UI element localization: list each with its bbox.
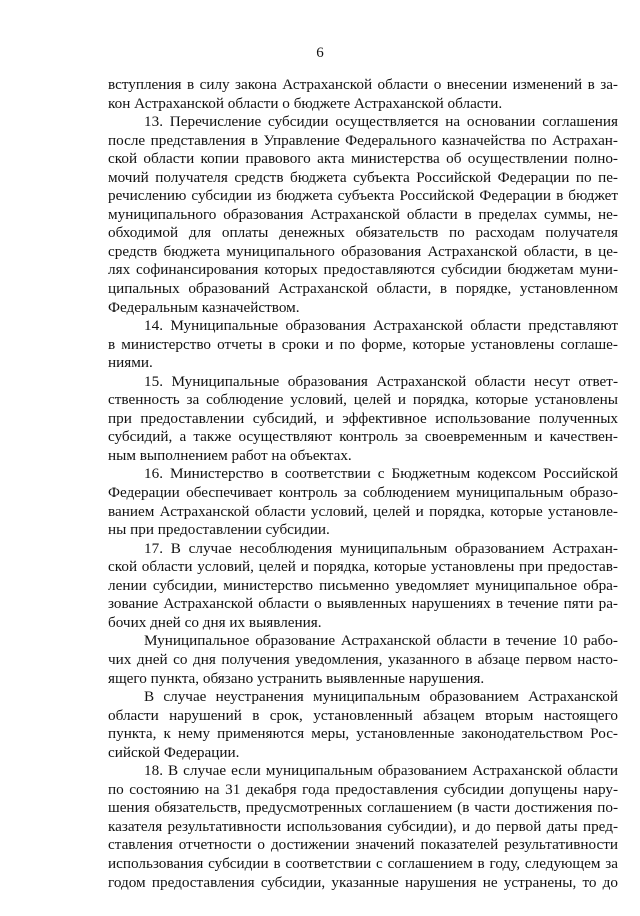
page-number: 6: [316, 45, 324, 61]
text-line: использования субсидии в соответствии с соглашением в году, следующем за: [108, 854, 618, 872]
text-line: мочий получателя средств бюджета субъекта Российской Федерации по пе-: [108, 168, 618, 186]
text-line: по состоянию на 31 декабря года предоставления субсидии допущены нару-: [108, 780, 618, 798]
paragraph-p-17-2: [108, 632, 618, 688]
text-line: ны при предоставлении субсидии.: [108, 521, 330, 539]
document-body: [108, 76, 618, 892]
text-line: средств бюджета муниципального образования Астраханской области, в це-: [108, 242, 618, 260]
text-line: казателя результативности использования субсидии), и до первой даты пред-: [108, 817, 618, 835]
text-line: Федерации обеспечивает контроль за соблюдением муниципальным образо-: [108, 484, 618, 502]
text-line: 14. Муниципальные образования Астраханской области представляют: [144, 317, 618, 335]
text-line: обходимой для оплаты денежных обязательств по расходам получателя: [108, 224, 618, 242]
text-line: речислению субсидии из бюджета субъекта Российской Федерации в бюджет: [108, 187, 618, 205]
paragraph-p-17: [108, 540, 618, 633]
text-line: ципальных образований Астраханской области, в порядке, установленном: [108, 280, 618, 298]
paragraph-p-15: [108, 373, 618, 466]
text-line: чих дней со дня получения уведомления, указанного в абзаце первом насто-: [108, 650, 618, 668]
text-line: лях софинансирования которых предоставляются субсидии бюджетам муни-: [108, 261, 618, 279]
text-line: Муниципальное образование Астраханской области в течение 10 рабо-: [144, 632, 618, 650]
text-line: при предоставлении субсидий, и эффективное использование полученных: [108, 409, 618, 427]
text-line: ниями.: [108, 354, 153, 372]
text-line: ственность за соблюдение условий, целей и порядка, которые установлены: [108, 391, 618, 409]
text-line: зование Астраханской области о выявленных нарушениях в течение пяти ра-: [108, 595, 618, 613]
text-line: ванием Астраханской области условий, целей и порядка, которые установле-: [108, 502, 618, 520]
paragraph-p-14: [108, 317, 618, 373]
text-line: 16. Министерство в соответствии с Бюджетным кодексом Российской: [144, 465, 618, 483]
text-line: ным выполнением работ на объектах.: [108, 446, 352, 464]
text-line: 13. Перечисление субсидии осуществляется на основании соглашения: [144, 113, 618, 131]
text-line: ской области условий, целей и порядка, которые установлены при предостав-: [108, 558, 618, 576]
text-line: ящего пункта, обязано устранить выявленные нарушения.: [108, 669, 485, 687]
text-line: годом предоставления субсидии, указанные нарушения не устранены, то до: [108, 873, 618, 891]
text-line: бочих дней со дня их выявления.: [108, 613, 322, 631]
text-line: В случае неустранения муниципальным образованием Астраханской: [144, 688, 618, 706]
paragraph-p-18: [108, 762, 618, 892]
text-line: сийской Федерации.: [108, 743, 240, 761]
text-line: после представления в Управление Федерального казначейства по Астрахан-: [108, 131, 618, 149]
text-line: муниципального образования Астраханской области в пределах суммы, не-: [108, 205, 618, 223]
text-line: пункта, к нему применяются меры, установленные законодательством Рос-: [108, 725, 618, 743]
text-line: в министерство отчеты в сроки и по форме, которые установлены соглаше-: [108, 335, 618, 353]
paragraph-p-16: [108, 465, 618, 539]
text-line: Федеральным казначейством.: [108, 298, 300, 316]
text-line: вступления в силу закона Астраханской области о внесении изменений в за-: [108, 76, 618, 93]
text-line: ской области копии правового акта министерства об осуществлении полно-: [108, 150, 618, 168]
paragraph-p-13: [108, 113, 618, 317]
text-line: 15. Муниципальные образования Астраханской области несут ответ-: [144, 372, 618, 390]
text-line: кон Астраханской области о бюджете Астраханской области.: [108, 94, 503, 112]
paragraph-p-17-3: [108, 688, 618, 762]
text-line: области нарушений в срок, установленный абзацем вторым настоящего: [108, 706, 618, 724]
paragraph-p-continued: [108, 76, 618, 113]
text-line: субсидий, а также осуществляют контроль за своевременным и качествен-: [108, 428, 618, 446]
text-line: 18. В случае если муниципальным образованием Астраханской области: [144, 762, 618, 780]
text-line: шения обязательств, предусмотренных соглашением (в части достижения по-: [108, 799, 618, 817]
text-line: ставления отчетности о достижении значений показателей результативности: [108, 836, 618, 854]
text-line: лении субсидии, министерство письменно уведомляет муниципальное обра-: [108, 576, 618, 594]
text-line: 17. В случае несоблюдения муниципальным образованием Астрахан-: [144, 539, 618, 557]
